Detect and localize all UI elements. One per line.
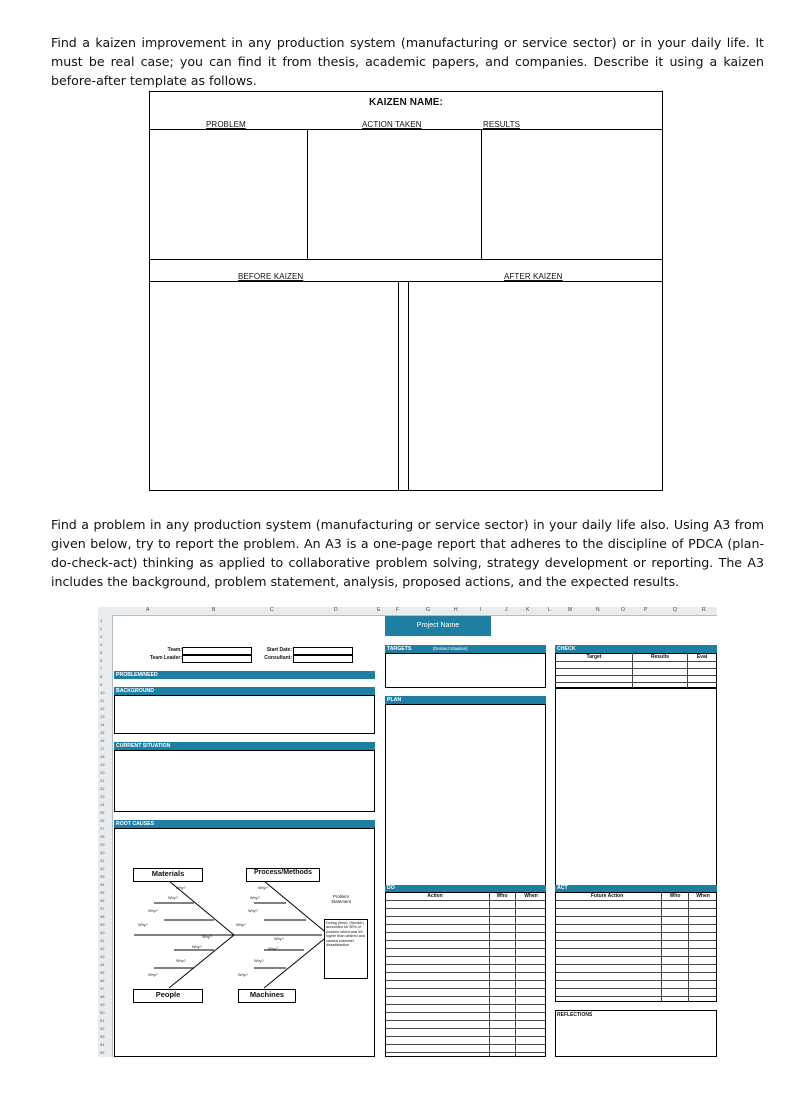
kaizen-divider	[150, 259, 662, 260]
row-number: 12	[100, 706, 105, 711]
kaizen-divider	[481, 130, 482, 259]
row-number: 2	[100, 626, 103, 631]
table-grid-line	[385, 924, 546, 925]
col-header: E	[377, 607, 381, 613]
col-header: O	[621, 607, 625, 613]
kaizen-problem-label: PROBLEM	[206, 120, 246, 129]
why-label: Why?	[192, 945, 202, 949]
kaizen-before-label: BEFORE KAIZEN	[238, 272, 304, 281]
table-grid-line	[555, 956, 717, 957]
table-grid-line	[555, 908, 717, 909]
col-header: F	[396, 607, 400, 613]
problem-statement-box[interactable]: During (time), (Sender) accounted for 50% of problem which was 5X higher than desired and caused customer dissatisfaction	[324, 919, 368, 979]
a3-report-sheet	[98, 607, 717, 1057]
col-header: H	[454, 607, 458, 613]
row-number: 4	[100, 642, 103, 647]
row-number: 14	[100, 722, 105, 727]
targets-bar	[385, 645, 546, 653]
row-number: 39	[100, 922, 105, 927]
row-number: 24	[100, 802, 105, 807]
row-number: 10	[100, 690, 105, 695]
table-grid-line	[555, 972, 717, 973]
row-number: 33	[100, 874, 105, 879]
row-number: 19	[100, 762, 105, 767]
row-number: 6	[100, 658, 103, 663]
row-number: 1	[100, 618, 103, 623]
row-number: 48	[100, 994, 105, 999]
row-number: 25	[100, 810, 105, 815]
table-grid-line	[385, 1036, 546, 1037]
table-grid-line	[385, 1012, 546, 1013]
col-header: L	[548, 607, 551, 613]
row-number: 9	[100, 682, 103, 687]
check-col-target: Target	[586, 654, 602, 660]
row-number: 32	[100, 866, 105, 871]
row-number: 54	[100, 1042, 105, 1047]
why-label: Why?	[202, 935, 212, 939]
table-grid-line	[385, 1028, 546, 1029]
instruction-paragraph-2: Find a problem in any production system (manufacturing or service sector) in your daily life also. Using A3 from given below, try to report the problem. An A3 is a one-page report that adheres to the discipline of PDCA (plan-do-check-act) thinking as applied to collaborative problem solving, strategy development or reporting. The A3 includes the background, problem statement, analysis, proposed actions, and the expected results.	[51, 517, 764, 589]
row-number: 7	[100, 666, 103, 671]
row-number: 35	[100, 890, 105, 895]
table-grid-line	[385, 980, 546, 981]
row-number: 5	[100, 650, 103, 655]
instruction-paragraph-1: Find a kaizen improvement in any production system (manufacturing or service sector) or in your daily life. It must be real case; you can find it from thesis, academic papers, and companies. Describe it using a kaizen before-after template as follows.	[51, 35, 764, 88]
table-grid-line	[385, 916, 546, 917]
team-leader-field[interactable]	[182, 655, 252, 663]
table-grid-line	[385, 956, 546, 957]
why-label: Why?	[138, 923, 148, 927]
row-number: 36	[100, 898, 105, 903]
why-label: Why?	[176, 959, 186, 963]
row-number: 46	[100, 978, 105, 983]
row-number: 31	[100, 858, 105, 863]
kaizen-divider	[150, 281, 662, 282]
table-grid-line	[515, 892, 516, 1057]
table-grid-line	[385, 972, 546, 973]
check-bar: CHECK	[555, 645, 717, 653]
consultant-label: Consultant:	[264, 655, 292, 661]
act-bar: ACT	[555, 885, 717, 892]
col-header: I	[480, 607, 482, 613]
kaizen-divider	[398, 281, 399, 490]
why-label: Why?	[148, 909, 158, 913]
table-grid-line	[555, 924, 717, 925]
team-field[interactable]	[182, 647, 252, 655]
table-grid-line	[555, 932, 717, 933]
row-number: 15	[100, 730, 105, 735]
why-label: Why?	[268, 947, 278, 951]
table-grid-line	[661, 892, 662, 1002]
table-grid-line	[632, 653, 633, 688]
table-grid-line	[555, 980, 717, 981]
kaizen-divider	[307, 130, 308, 259]
fishbone-process-label: Process/Methods	[246, 868, 320, 882]
check-col-eval: Eval	[696, 654, 708, 660]
col-header: M	[568, 607, 573, 613]
table-grid-line	[385, 1004, 546, 1005]
do-bar: DO	[385, 885, 546, 892]
col-header: N	[596, 607, 600, 613]
kaizen-before-after-template	[149, 91, 663, 491]
kaizen-divider	[150, 129, 662, 130]
table-grid-line	[489, 892, 490, 1057]
check-col-results: Results	[650, 654, 670, 660]
start-date-label: Start Date:	[266, 647, 292, 653]
act-col-who: Who	[669, 893, 681, 899]
row-number: 37	[100, 906, 105, 911]
table-grid-line	[385, 1020, 546, 1021]
row-number: 41	[100, 938, 105, 943]
table-grid-line	[555, 996, 717, 997]
kaizen-results-label: RESULTS	[483, 120, 521, 129]
table-grid-line	[385, 940, 546, 941]
row-number: 23	[100, 794, 105, 799]
row-number: 27	[100, 826, 105, 831]
do-col-who: Who	[496, 893, 508, 899]
col-header: C	[270, 607, 274, 613]
row-number: 53	[100, 1034, 105, 1039]
kaizen-action-label: ACTION TAKEN	[362, 120, 422, 129]
row-number: 22	[100, 786, 105, 791]
row-number: 28	[100, 834, 105, 839]
col-header: R	[702, 607, 706, 613]
table-grid-line	[555, 682, 717, 683]
row-number: 47	[100, 986, 105, 991]
background-box[interactable]	[114, 695, 375, 734]
row-number: 43	[100, 954, 105, 959]
row-number: 20	[100, 770, 105, 775]
row-number: 26	[100, 818, 105, 823]
plan-box[interactable]	[385, 704, 546, 904]
row-number: 8	[100, 674, 103, 679]
root-causes-bar: ROOT CAUSES	[114, 820, 375, 828]
problem-statement-label: Problem Statement	[331, 894, 351, 904]
row-number: 30	[100, 850, 105, 855]
table-grid-line	[555, 988, 717, 989]
table-grid-line	[555, 948, 717, 949]
table-grid-line	[385, 996, 546, 997]
why-label: Why?	[248, 909, 258, 913]
row-number: 34	[100, 882, 105, 887]
do-col-action: Action	[427, 893, 443, 899]
kaizen-name-title: KAIZEN NAME:	[369, 97, 443, 108]
table-grid-line	[385, 900, 546, 901]
why-label: Why?	[254, 959, 264, 963]
col-header: J	[505, 607, 508, 613]
targets-box[interactable]	[385, 653, 546, 688]
fishbone-people-label: People	[133, 989, 203, 1003]
row-header-bar	[98, 615, 113, 1057]
row-number: 42	[100, 946, 105, 951]
why-label: Why?	[238, 973, 248, 977]
row-number: 11	[100, 698, 105, 703]
row-number: 45	[100, 970, 105, 975]
why-label: Why?	[148, 973, 158, 977]
table-grid-line	[555, 668, 717, 669]
check-notes-box[interactable]	[555, 688, 717, 904]
background-bar: BACKGROUND	[114, 687, 375, 695]
table-grid-line	[385, 932, 546, 933]
row-number: 49	[100, 1002, 105, 1007]
row-number: 50	[100, 1010, 105, 1015]
col-header: G	[426, 607, 430, 613]
fishbone-machines-label: Machines	[238, 989, 296, 1003]
col-header: P	[644, 607, 648, 613]
table-grid-line	[385, 1052, 546, 1053]
row-number: 51	[100, 1018, 105, 1023]
table-grid-line	[385, 948, 546, 949]
plan-bar: PLAN	[385, 696, 546, 704]
table-grid-line	[687, 653, 688, 688]
row-number: 44	[100, 962, 105, 967]
col-header: D	[334, 607, 338, 613]
act-col-when: When	[696, 893, 710, 899]
table-grid-line	[555, 661, 717, 662]
kaizen-divider	[408, 281, 409, 490]
why-label: Why?	[274, 937, 284, 941]
current-situation-bar: CURRENT SITUATION	[114, 742, 375, 750]
act-col-future-action: Future Action	[590, 893, 624, 899]
table-grid-line	[555, 964, 717, 965]
row-number: 38	[100, 914, 105, 919]
column-header-bar	[98, 607, 717, 616]
row-number: 16	[100, 738, 105, 743]
team-leader-label: Team Leader:	[149, 655, 182, 661]
do-col-when: When	[524, 893, 538, 899]
table-grid-line	[555, 916, 717, 917]
fishbone-bone-process	[264, 881, 329, 935]
row-number: 17	[100, 746, 105, 751]
reflections-label: REFLECTIONS	[557, 1012, 593, 1018]
col-header: A	[146, 607, 150, 613]
targets-note: (Desired Situation)	[432, 646, 468, 651]
table-grid-line	[385, 908, 546, 909]
row-number: 18	[100, 754, 105, 759]
why-label: Why?	[258, 886, 268, 890]
start-date-field[interactable]	[293, 647, 353, 655]
project-name-header[interactable]: Project Name	[385, 616, 491, 636]
targets-title: TARGETS	[387, 646, 412, 652]
table-grid-line	[555, 675, 717, 676]
fishbone-bone-machines	[264, 935, 329, 988]
consultant-field[interactable]	[293, 655, 353, 663]
fishbone-materials-label: Materials	[133, 868, 203, 882]
why-label: Why?	[236, 923, 246, 927]
problem-need-bar: PROBLEM/NEED	[114, 671, 375, 679]
row-number: 52	[100, 1026, 105, 1031]
col-header: B	[212, 607, 216, 613]
table-grid-line	[688, 892, 689, 1002]
current-situation-box[interactable]	[114, 750, 375, 812]
why-label: Why?	[168, 896, 178, 900]
table-grid-line	[385, 988, 546, 989]
col-header: Q	[673, 607, 677, 613]
col-header: K	[526, 607, 530, 613]
why-label: Why?	[250, 896, 260, 900]
table-grid-line	[555, 900, 717, 901]
row-number: 13	[100, 714, 105, 719]
row-number: 21	[100, 778, 105, 783]
table-grid-line	[555, 940, 717, 941]
table-grid-line	[385, 964, 546, 965]
row-number: 29	[100, 842, 105, 847]
row-number: 55	[100, 1050, 105, 1055]
row-number: 40	[100, 930, 105, 935]
table-grid-line	[385, 1044, 546, 1045]
team-label: Team:	[167, 647, 182, 653]
kaizen-after-label: AFTER KAIZEN	[504, 272, 563, 281]
row-number: 3	[100, 634, 103, 639]
why-label: Why?	[176, 886, 186, 890]
